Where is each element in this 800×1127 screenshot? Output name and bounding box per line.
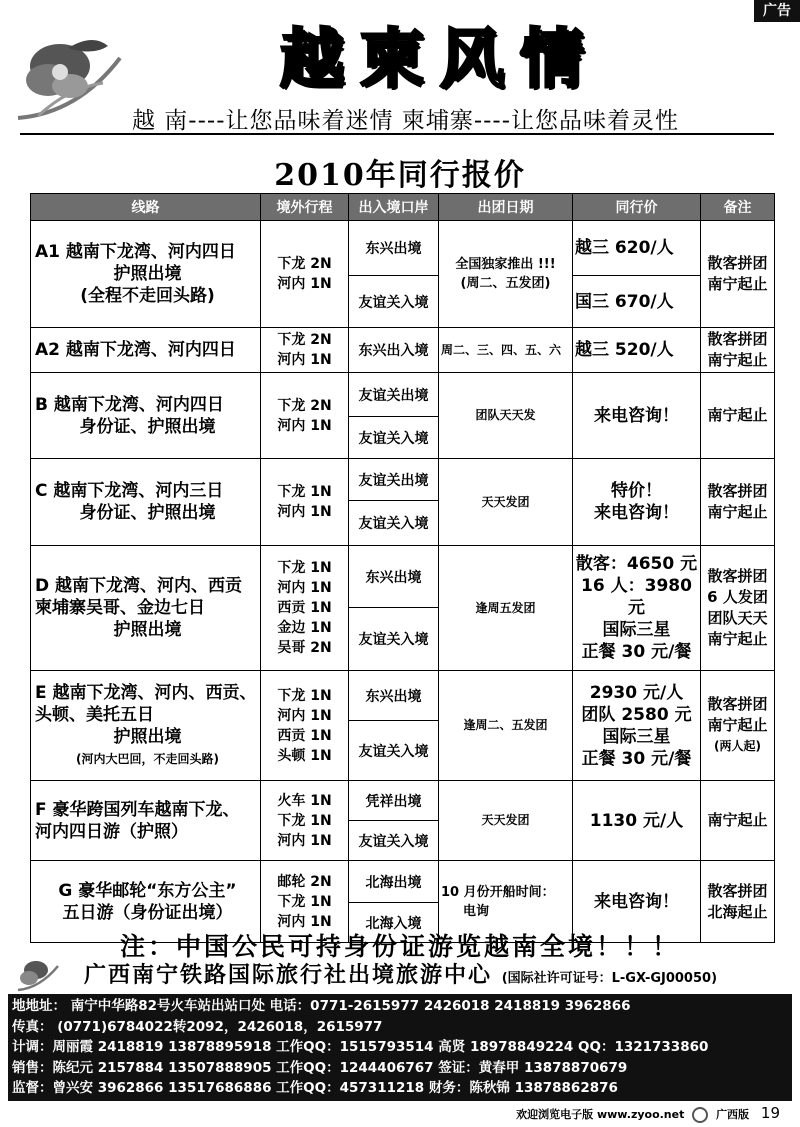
slogan: 越 南----让您品味着迷情 柬埔寨----让您品味着灵性 (132, 108, 680, 134)
route-cell: A2 越南下龙湾、河内四日 (31, 328, 261, 373)
itinerary-cell: 火车 1N 下龙 1N 河内 1N (261, 781, 349, 861)
contact-line: 传真： (0771)6784022转2092，2426018，2615977 (12, 1018, 383, 1035)
port-cell: 东兴出境 (349, 671, 439, 721)
price-cell: 特价！ 来电咨询！ (573, 459, 701, 546)
table-row (31, 781, 775, 821)
price-cell: 来电咨询！ (573, 861, 701, 943)
port-cell: 友谊关入境 (349, 721, 439, 781)
flower-logo-icon (8, 28, 126, 128)
date-cell: 逢周二、五发团 (439, 671, 573, 781)
header-trade-price: 同行价 (573, 194, 701, 221)
header-divider (20, 133, 774, 135)
table-header-row (31, 194, 775, 221)
price-list-title: 2010年同行报价 (274, 158, 526, 193)
footer-site: 欢迎浏览电子版 www.zyoo.net (516, 1108, 685, 1121)
port-cell: 友谊关出境 (349, 459, 439, 501)
price-cell: 越三 520/人 (573, 328, 701, 373)
itinerary-cell: 下龙 2N 河内 1N (261, 328, 349, 373)
table-row (31, 221, 775, 276)
route-cell: D 越南下龙湾、河内、西贡 柬埔寨吴哥、金边七日 护照出境 (31, 546, 261, 671)
page-title: 越柬风情 (280, 23, 600, 97)
route-cell: E 越南下龙湾、河内、西贡、 头顿、美托五日 护照出境 (河内大巴回，不走回头路) (31, 671, 261, 781)
port-cell: 东兴出境 (349, 221, 439, 276)
route-cell: F 豪华跨国列车越南下龙、 河内四日游（护照） (31, 781, 261, 861)
page-footer (516, 1104, 780, 1123)
price-table (30, 193, 775, 943)
note-cell: 散客拼团 南宁起止 (701, 459, 775, 546)
note-cell: 散客拼团 南宁起止 (701, 221, 775, 328)
contact-line: 销售：陈纪元 2157884 13507888905 工作QQ：1244406767 签证：黄春甲 13878870679 (12, 1059, 628, 1076)
agency-license: (国际社许可证号：L-GX-GJ00050) (501, 971, 718, 986)
price-cell: 国三 670/人 (573, 276, 701, 328)
note-cell: 南宁起止 (701, 781, 775, 861)
page-number: 19 (760, 1104, 780, 1122)
price-cell: 1130 元/人 (573, 781, 701, 861)
price-cell: 2930 元/人 团队 2580 元 国际三星 正餐 30 元/餐 (573, 671, 701, 781)
port-cell: 友谊关入境 (349, 276, 439, 328)
contact-line: 地地址： 南宁中华路82号火车站出站口处 电话：0771-2615977 2426018 2418819 3962866 (12, 998, 631, 1014)
itinerary-cell: 下龙 1N 河内 1N (261, 459, 349, 546)
date-cell: 全国独家推出 !!! (周二、五发团) (439, 221, 573, 328)
port-cell: 北海出境 (349, 861, 439, 903)
note-cell: 南宁起止 (701, 373, 775, 459)
date-cell: 10 月份开船时间： 电询 (439, 861, 573, 943)
contact-line: 计调：周丽霞 2418819 13878895918 工作QQ：1515793514 高贤 18978849224 QQ：1321733860 (12, 1039, 709, 1055)
port-cell: 友谊关入境 (349, 608, 439, 671)
contact-info-panel (8, 994, 792, 1101)
date-cell: 天天发团 (439, 781, 573, 861)
table-row (31, 459, 775, 501)
note-cell: 散客拼团 6 人发团 团队天天 南宁起止 (701, 546, 775, 671)
price-cell: 越三 620/人 (573, 221, 701, 276)
footer-edition: 广西版 (716, 1108, 750, 1121)
header-ports: 出入境口岸 (349, 194, 439, 221)
port-cell: 北海入境 (349, 903, 439, 943)
note-cell: 散客拼团 北海起止 (701, 861, 775, 943)
table-row (31, 546, 775, 608)
note-cell: 散客拼团 南宁起止 (两人起) (701, 671, 775, 781)
route-cell: A1 越南下龙湾、河内四日 护照出境 (全程不走回头路) (31, 221, 261, 328)
header-itinerary: 境外行程 (261, 194, 349, 221)
notice-banner: 注：中国公民可持身份证游览越南全境！！！ (119, 932, 680, 961)
note-cell: 散客拼团 南宁起止 (701, 328, 775, 373)
itinerary-cell: 下龙 2N 河内 1N (261, 221, 349, 328)
port-cell: 东兴出入境 (349, 328, 439, 373)
contact-line: 监督：曾兴安 3962866 13517686886 工作QQ：457311218 财务：陈秋锦 13878862876 (12, 1080, 618, 1096)
itinerary-cell: 下龙 2N 河内 1N (261, 373, 349, 459)
itinerary-cell: 下龙 1N 河内 1N 西贡 1N 头顿 1N (261, 671, 349, 781)
header-remarks: 备注 (701, 194, 775, 221)
table-row (31, 671, 775, 721)
port-cell: 友谊关入境 (349, 821, 439, 861)
footer-logo-icon (692, 1107, 708, 1123)
itinerary-cell: 邮轮 2N 下龙 1N 河内 1N (261, 861, 349, 943)
port-cell: 友谊关入境 (349, 501, 439, 546)
header-departure-date: 出团日期 (439, 194, 573, 221)
date-cell: 逢周五发团 (439, 546, 573, 671)
date-cell: 团队天天发 (439, 373, 573, 459)
table-row (31, 328, 775, 373)
date-cell: 天天发团 (439, 459, 573, 546)
price-cell: 散客：4650 元 16 人：3980 元 国际三星 正餐 30 元/餐 (573, 546, 701, 671)
date-cell: 周二、三、四、五、六 (439, 328, 573, 373)
table-row (31, 861, 775, 903)
agency-flower-icon (14, 956, 60, 992)
port-cell: 东兴出境 (349, 546, 439, 608)
agency-name: 广西南宁铁路国际旅行社出境旅游中心 (国际社许可证号：L-GX-GJ00050) (84, 963, 718, 988)
port-cell: 友谊关入境 (349, 417, 439, 459)
ad-tag: 广告 (754, 0, 800, 22)
header-route: 线路 (31, 194, 261, 221)
table-row (31, 373, 775, 417)
port-cell: 凭祥出境 (349, 781, 439, 821)
route-cell: C 越南下龙湾、河内三日 身份证、护照出境 (31, 459, 261, 546)
route-cell: B 越南下龙湾、河内四日 身份证、护照出境 (31, 373, 261, 459)
itinerary-cell: 下龙 1N 河内 1N 西贡 1N 金边 1N 吴哥 2N (261, 546, 349, 671)
price-cell: 来电咨询！ (573, 373, 701, 459)
route-cell: G 豪华邮轮“东方公主” 五日游（身份证出境） (31, 861, 261, 943)
port-cell: 友谊关出境 (349, 373, 439, 417)
